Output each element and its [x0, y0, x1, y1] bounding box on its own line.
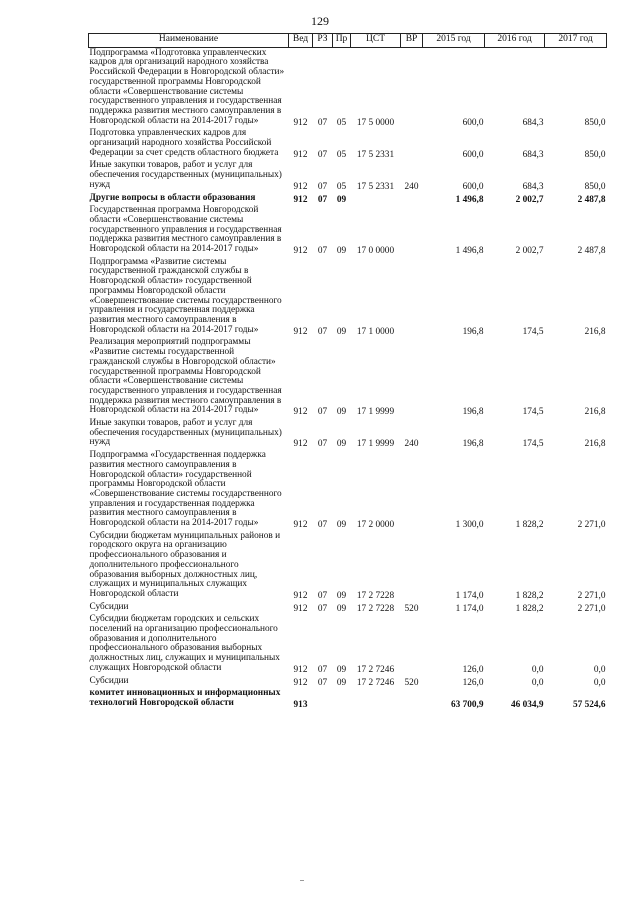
table-row [89, 160, 607, 192]
row-rz: 07 [317, 603, 328, 614]
row-2017: 2 271,0 [577, 590, 606, 601]
row-ved: 912 [293, 407, 308, 418]
row-pr: 05 [336, 149, 347, 160]
row-cst: 17 1 9999 [356, 407, 395, 418]
row-ved: 912 [293, 590, 308, 601]
row-cst: 17 0 0000 [356, 246, 395, 257]
table-row [89, 418, 607, 450]
table-row [89, 688, 607, 710]
row-rz: 07 [317, 439, 328, 450]
row-name: Иные закупки товаров, работ и услуг для обеспечения государственных (муниципальных) нужд [89, 160, 282, 190]
row-pr: 09 [336, 194, 347, 205]
row-ved: 912 [293, 677, 308, 688]
row-cst: 17 2 7228 [356, 603, 395, 614]
row-cst: 17 5 2331 [356, 149, 395, 160]
row-name: Подпрограмма «Государственная поддержка развития местного самоуправления в Новгородской области» государственной программы Новгородской области «Совершенствование системы государственного управления и государственная поддержка развития местного самоуправления в Новгородской области на 2014-2017 годы» [89, 450, 282, 529]
row-cst: 17 1 9999 [356, 439, 395, 450]
row-2015: 126,0 [462, 677, 484, 688]
row-ved: 912 [293, 246, 308, 257]
row-2017: 850,0 [584, 181, 606, 192]
row-name: Субсидии бюджетам муниципальных районов и городского округа на организацию профессионального образования и дополнительного профессионального образования выборных должностных лиц, служащих и муниципальных служащих Новгородской области [89, 530, 281, 599]
row-2017: 216,8 [584, 439, 606, 450]
row-rz [313, 688, 333, 710]
header-cst: ЦСТ [351, 34, 401, 48]
header-2016: 2016 год [485, 34, 545, 48]
row-cst: 17 5 2331 [356, 181, 395, 192]
row-pr: 09 [336, 677, 347, 688]
row-2015: 600,0 [462, 181, 484, 192]
row-cst: 17 2 7228 [356, 590, 395, 601]
row-2016: 684,3 [522, 149, 544, 160]
row-name: Иные закупки товаров, работ и услуг для обеспечения государственных (муниципальных) нужд [89, 418, 282, 448]
row-2016: 1 828,2 [515, 603, 544, 614]
row-vr: 520 [404, 677, 419, 688]
row-ved: 913 [293, 700, 308, 710]
row-2015: 1 300,0 [455, 520, 484, 531]
row-2017: 57 524,6 [572, 700, 606, 710]
header-2015: 2015 год [423, 34, 485, 48]
row-name: Подпрограмма «Подготовка управленческих кадров для организаций народного хозяйства Российской Федерации в Новгородской области» государственной программы Новгородской области «Совершенствование системы государственного управления и государственная поддержка развития местного самоуправления в Новгородской области на 2014-2017 годы» [89, 47, 285, 126]
row-ved: 912 [293, 664, 308, 675]
row-cst: 17 2 7246 [356, 677, 395, 688]
row-rz: 07 [317, 326, 328, 337]
row-pr: 09 [336, 664, 347, 675]
row-name: Подпрограмма «Развитие системы государственной гражданской службы в Новгородской области» государственной программы Новгородской области «Совершенствование системы государственного управления и государственная поддержка развития местного самоуправления в Новгородской области на 2014-2017 годы» [89, 256, 282, 335]
row-2016: 0,0 [531, 677, 544, 688]
row-2016: 46 034,9 [510, 700, 544, 710]
row-ved: 912 [293, 117, 308, 128]
header-rz: РЗ [313, 34, 333, 48]
row-name: Субсидии [89, 675, 129, 686]
table-body [89, 47, 607, 711]
table-row [89, 128, 607, 160]
row-cst: 17 2 7246 [356, 664, 395, 675]
row-2015: 1 496,8 [455, 194, 484, 205]
row-2015: 196,8 [462, 407, 484, 418]
row-vr [401, 688, 423, 710]
row-ved: 912 [293, 149, 308, 160]
row-vr: 240 [404, 439, 419, 450]
row-2016: 174,5 [522, 407, 544, 418]
row-2017: 2 271,0 [577, 603, 606, 614]
row-2016: 1 828,2 [515, 590, 544, 601]
row-2017: 2 487,8 [577, 246, 606, 257]
row-2016: 174,5 [522, 326, 544, 337]
table-row [89, 257, 607, 338]
row-2015: 600,0 [462, 149, 484, 160]
table-row [89, 531, 607, 602]
table-header-row [89, 34, 607, 48]
row-rz: 07 [317, 677, 328, 688]
table-row [89, 205, 607, 257]
row-ved: 912 [293, 181, 308, 192]
row-2015: 1 496,8 [455, 246, 484, 257]
header-name: Наименование [89, 34, 289, 48]
row-pr [333, 688, 351, 710]
row-name: Другие вопросы в области образования [89, 192, 256, 203]
row-2017: 216,8 [584, 407, 606, 418]
row-2015: 126,0 [462, 664, 484, 675]
row-2015: 63 700,9 [450, 700, 484, 710]
row-rz: 07 [317, 407, 328, 418]
row-cst [351, 688, 401, 710]
row-name: Субсидии [89, 601, 129, 612]
row-pr: 09 [336, 520, 347, 531]
table-row [89, 47, 607, 128]
row-vr [401, 193, 423, 206]
row-name: комитет инновационных и информационных технологий Новгородской области [89, 688, 281, 708]
row-cst: 17 5 0000 [356, 117, 395, 128]
row-cst: 17 2 0000 [356, 520, 395, 531]
row-pr: 09 [336, 590, 347, 601]
row-pr: 09 [336, 407, 347, 418]
table-row [89, 614, 607, 675]
header-vr: ВР [401, 34, 423, 48]
row-2016: 1 828,2 [515, 520, 544, 531]
row-rz: 07 [317, 246, 328, 257]
row-vr: 240 [404, 181, 419, 192]
row-2015: 1 174,0 [455, 590, 484, 601]
row-2017: 2 487,8 [577, 194, 606, 205]
row-2016: 2 002,7 [515, 246, 544, 257]
row-pr: 09 [336, 246, 347, 257]
row-name: Подготовка управленческих кадров для организаций народного хозяйства Российской Федерации за счет средств областного бюджета [89, 128, 279, 158]
row-2017: 0,0 [593, 664, 606, 675]
row-2016: 684,3 [522, 117, 544, 128]
row-rz: 07 [317, 117, 328, 128]
row-pr: 09 [336, 439, 347, 450]
row-ved: 912 [293, 439, 308, 450]
row-pr: 05 [336, 117, 347, 128]
header-2017: 2017 год [545, 34, 607, 48]
row-rz: 07 [317, 590, 328, 601]
row-vr [401, 257, 423, 338]
row-vr [401, 205, 423, 257]
row-2015: 196,8 [462, 439, 484, 450]
page-number: 129 [311, 14, 329, 28]
row-vr [401, 47, 423, 128]
row-2016: 684,3 [522, 181, 544, 192]
row-ved: 912 [293, 194, 308, 205]
row-pr: 09 [336, 326, 347, 337]
row-rz: 07 [317, 194, 328, 205]
row-vr [401, 337, 423, 418]
row-vr [401, 614, 423, 675]
row-2015: 196,8 [462, 326, 484, 337]
row-vr: 520 [404, 603, 419, 614]
row-pr: 05 [336, 181, 347, 192]
table-row [89, 450, 607, 531]
row-2017: 850,0 [584, 149, 606, 160]
row-2017: 216,8 [584, 326, 606, 337]
row-rz: 07 [317, 664, 328, 675]
row-2016: 0,0 [531, 664, 544, 675]
budget-table [88, 33, 607, 711]
table-row [89, 337, 607, 418]
row-vr [401, 450, 423, 531]
row-vr [401, 531, 423, 602]
header-ved: Вед [289, 34, 313, 48]
table-row [89, 676, 607, 689]
row-2017: 2 271,0 [577, 520, 606, 531]
row-2016: 174,5 [522, 439, 544, 450]
row-2015: 600,0 [462, 117, 484, 128]
row-2016: 2 002,7 [515, 194, 544, 205]
row-name: Субсидии бюджетам городских и сельских поселений на организацию профессионального образования и дополнительного профессионального образования выборных должностных лиц, служащих и муниципальных служащих Новгородской области [89, 614, 280, 673]
row-ved: 912 [293, 326, 308, 337]
row-pr: 09 [336, 603, 347, 614]
row-2017: 850,0 [584, 117, 606, 128]
scan-mark [300, 880, 304, 881]
row-cst: 17 1 0000 [356, 326, 395, 337]
row-2017: 0,0 [593, 677, 606, 688]
row-ved: 912 [293, 603, 308, 614]
row-ved: 912 [293, 520, 308, 531]
row-2015: 1 174,0 [455, 603, 484, 614]
table-row [89, 602, 607, 615]
row-name: Государственная программа Новгородской области «Совершенствование системы государственного управления и государственная поддержка развития местного самоуправления в Новгородской области на 2014-2017 годы» [89, 205, 282, 255]
row-name: Реализация мероприятий подпрограммы «Развитие системы государственной гражданской службы в Новгородской области» государственной программы Новгородской области «Совершенствование системы государственного управления и государственная поддержка развития местного самоуправления в Новгородской области на 2014-2017 годы» [89, 337, 282, 416]
row-cst [351, 193, 401, 206]
row-rz: 07 [317, 520, 328, 531]
header-pr: Пр [333, 34, 351, 48]
table-row [89, 193, 607, 206]
row-vr [401, 128, 423, 160]
row-rz: 07 [317, 181, 328, 192]
row-rz: 07 [317, 149, 328, 160]
